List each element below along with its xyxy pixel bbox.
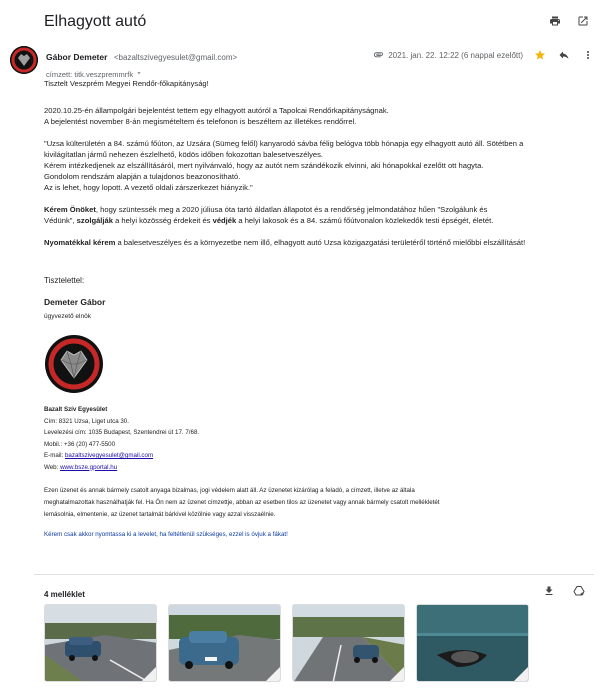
message-meta xyxy=(373,48,595,62)
disclaimer-line-3: lemásolnia, elmentenie, az üzenet tartalmát bárkivel közölnie vagy azzal visszaélnie. xyxy=(44,511,276,518)
paragraph-3 xyxy=(44,204,584,215)
avatar[interactable] xyxy=(10,46,38,74)
recipient-label: címzett: titk.veszpremmrfk xyxy=(46,69,134,79)
top-actions xyxy=(548,14,590,28)
paragraph-4-bold: Nyomatékkal kérem xyxy=(44,238,116,247)
sender-info xyxy=(46,47,237,79)
paragraph-4 xyxy=(44,237,584,248)
eco-note: Kérem csak akkor nyomtassa ki a levelet, ha feltétlenül szükséges, ezzel is óvjuk a fákat! xyxy=(44,531,288,538)
attachment-thumbnails xyxy=(44,604,529,682)
paperclip-icon xyxy=(373,49,384,62)
paragraph-3-text-4: a helyi lakosok és a 84. számú főútvonalon közlekedők testi épségét, életét. xyxy=(236,216,494,225)
org-postal: Levelezési cím: 1035 Budapest, Szentendrei út 17. 7/68. xyxy=(44,429,200,436)
org-mobile: Mobil.: +36 (20) 477-5500 xyxy=(44,440,116,448)
message-date xyxy=(373,49,523,62)
org-name: Bazalt Szív Egyesület xyxy=(44,406,108,413)
reply-icon[interactable] xyxy=(557,48,571,62)
attachments-title: 4 melléklet xyxy=(44,590,85,599)
sender-row xyxy=(10,46,595,79)
paragraph-3b xyxy=(44,215,584,226)
sender-name[interactable]: Gábor Demeter xyxy=(46,52,108,62)
quote-line-2: kivilágítatlan jármű nehezen észlelhető, ködös időben fokozottan balesetveszélyes. xyxy=(44,150,324,159)
quote-line-5: Az is lehet, hogy lopott. A vezető oldali zárszerkezet hiányzik." xyxy=(44,183,253,192)
quote-line-3: Kérem intézkedjenek az elszállításáról, mert nyilvánvaló, hogy az autót nem szándékozik elvinni, aki hónapokkal ezelőtt ott hagyta. xyxy=(44,161,484,170)
signature-role: ügyvezető elnök xyxy=(44,313,91,320)
email-subject: Elhagyott autó xyxy=(44,13,147,30)
more-vertical-icon[interactable] xyxy=(581,48,595,62)
attachments-actions xyxy=(542,584,586,598)
disclaimer-line-2: meghatalmazottak használhatják fel. Ha Ön nem az üzenet címzettje, abban az esetben tilos az üzenetet vagy annak bármely csatolt mellékletét xyxy=(44,499,440,506)
paragraph-3-text-3: a helyi közösség érdekeit és xyxy=(112,216,213,225)
organization-logo xyxy=(44,334,104,394)
attachment-thumbnail[interactable] xyxy=(44,604,157,682)
paragraph-3-bold-3: védjék xyxy=(212,216,237,225)
org-email-label: E-mail: xyxy=(44,452,65,459)
paragraph-3-text-2: Védünk", xyxy=(44,216,77,225)
sender-email: <bazaltszivegyesulet@gmail.com> xyxy=(113,53,238,62)
attachment-thumbnail[interactable] xyxy=(292,604,405,682)
org-email-row xyxy=(44,450,584,462)
org-web-link[interactable]: www.bsze.gportal.hu xyxy=(60,463,118,471)
quote-line-4: Gondolom rendszám alapján a tulajdonos beazonosítható. xyxy=(44,172,241,181)
org-email-link[interactable]: bazaltszivegyesulet@gmail.com xyxy=(64,452,154,459)
attachment-thumbnail[interactable] xyxy=(416,604,529,682)
open-new-window-icon[interactable] xyxy=(576,14,590,28)
signature-name: Demeter Gábor xyxy=(44,297,106,307)
email-body xyxy=(44,78,584,540)
paragraph-3-text-1: , hogy szüntessék meg a 2020 júliusa óta tartó áldatlan állapotot és a rendőrség jelmondatához hűen "Szolgálunk és xyxy=(95,205,488,214)
organization-details xyxy=(44,404,584,473)
greeting: Tisztelt Veszprém Megyei Rendőr-főkapitányság! xyxy=(44,79,209,88)
paragraph-1-line-2: A bejelentést november 8-án megismételtem és telefonon is beszéltem az illetékes rendőrrel. xyxy=(44,117,357,126)
attachments-divider xyxy=(34,574,594,575)
star-icon[interactable] xyxy=(533,48,547,62)
org-address: Cím: 8321 Uzsa, Liget utca 30. xyxy=(44,417,129,425)
closing: Tisztelettel: xyxy=(44,276,85,285)
disclaimer-line-1: Ezen üzenet és annak bármely csatolt anyaga bizalmas, jogi védelem alatt áll. Az üzenetet kizárólag a feladó, a címzett, illetve az általa xyxy=(44,487,415,494)
print-icon[interactable] xyxy=(548,14,562,28)
paragraph-4-text: a balesetveszélyes és a környezetbe nem illő, elhagyott autó Uzsa közigazgatási területéről történő mielőbbi elszállítását! xyxy=(115,238,526,247)
date-text: 2021. jan. 22. 12:22 (6 nappal ezelőtt) xyxy=(388,50,523,60)
disclaimer xyxy=(44,485,584,521)
download-icon[interactable] xyxy=(542,584,556,598)
quote-line-1: "Uzsa külterületén a 84. számú főúton, az Uzsára (Sümeg felől) kanyarodó sávba félig belógva több hónapja egy elhagyott autó áll. Sötétben a xyxy=(44,139,524,148)
paragraph-3-bold-2: szolgálják xyxy=(76,216,113,225)
paragraph-3-bold-1: Kérem Önöket xyxy=(44,205,96,214)
add-to-drive-icon[interactable] xyxy=(572,584,586,598)
attachment-thumbnail[interactable] xyxy=(168,604,281,682)
paragraph-1-line-1: 2020.10.25-én állampolgári bejelentést tettem egy elhagyott autóról a Tapolcai Rendőrkapitányságnak. xyxy=(44,106,389,115)
org-web-label: Web: xyxy=(44,463,61,471)
attachments-header xyxy=(44,584,592,598)
org-web-row xyxy=(44,462,584,474)
subject-bar xyxy=(44,12,584,34)
